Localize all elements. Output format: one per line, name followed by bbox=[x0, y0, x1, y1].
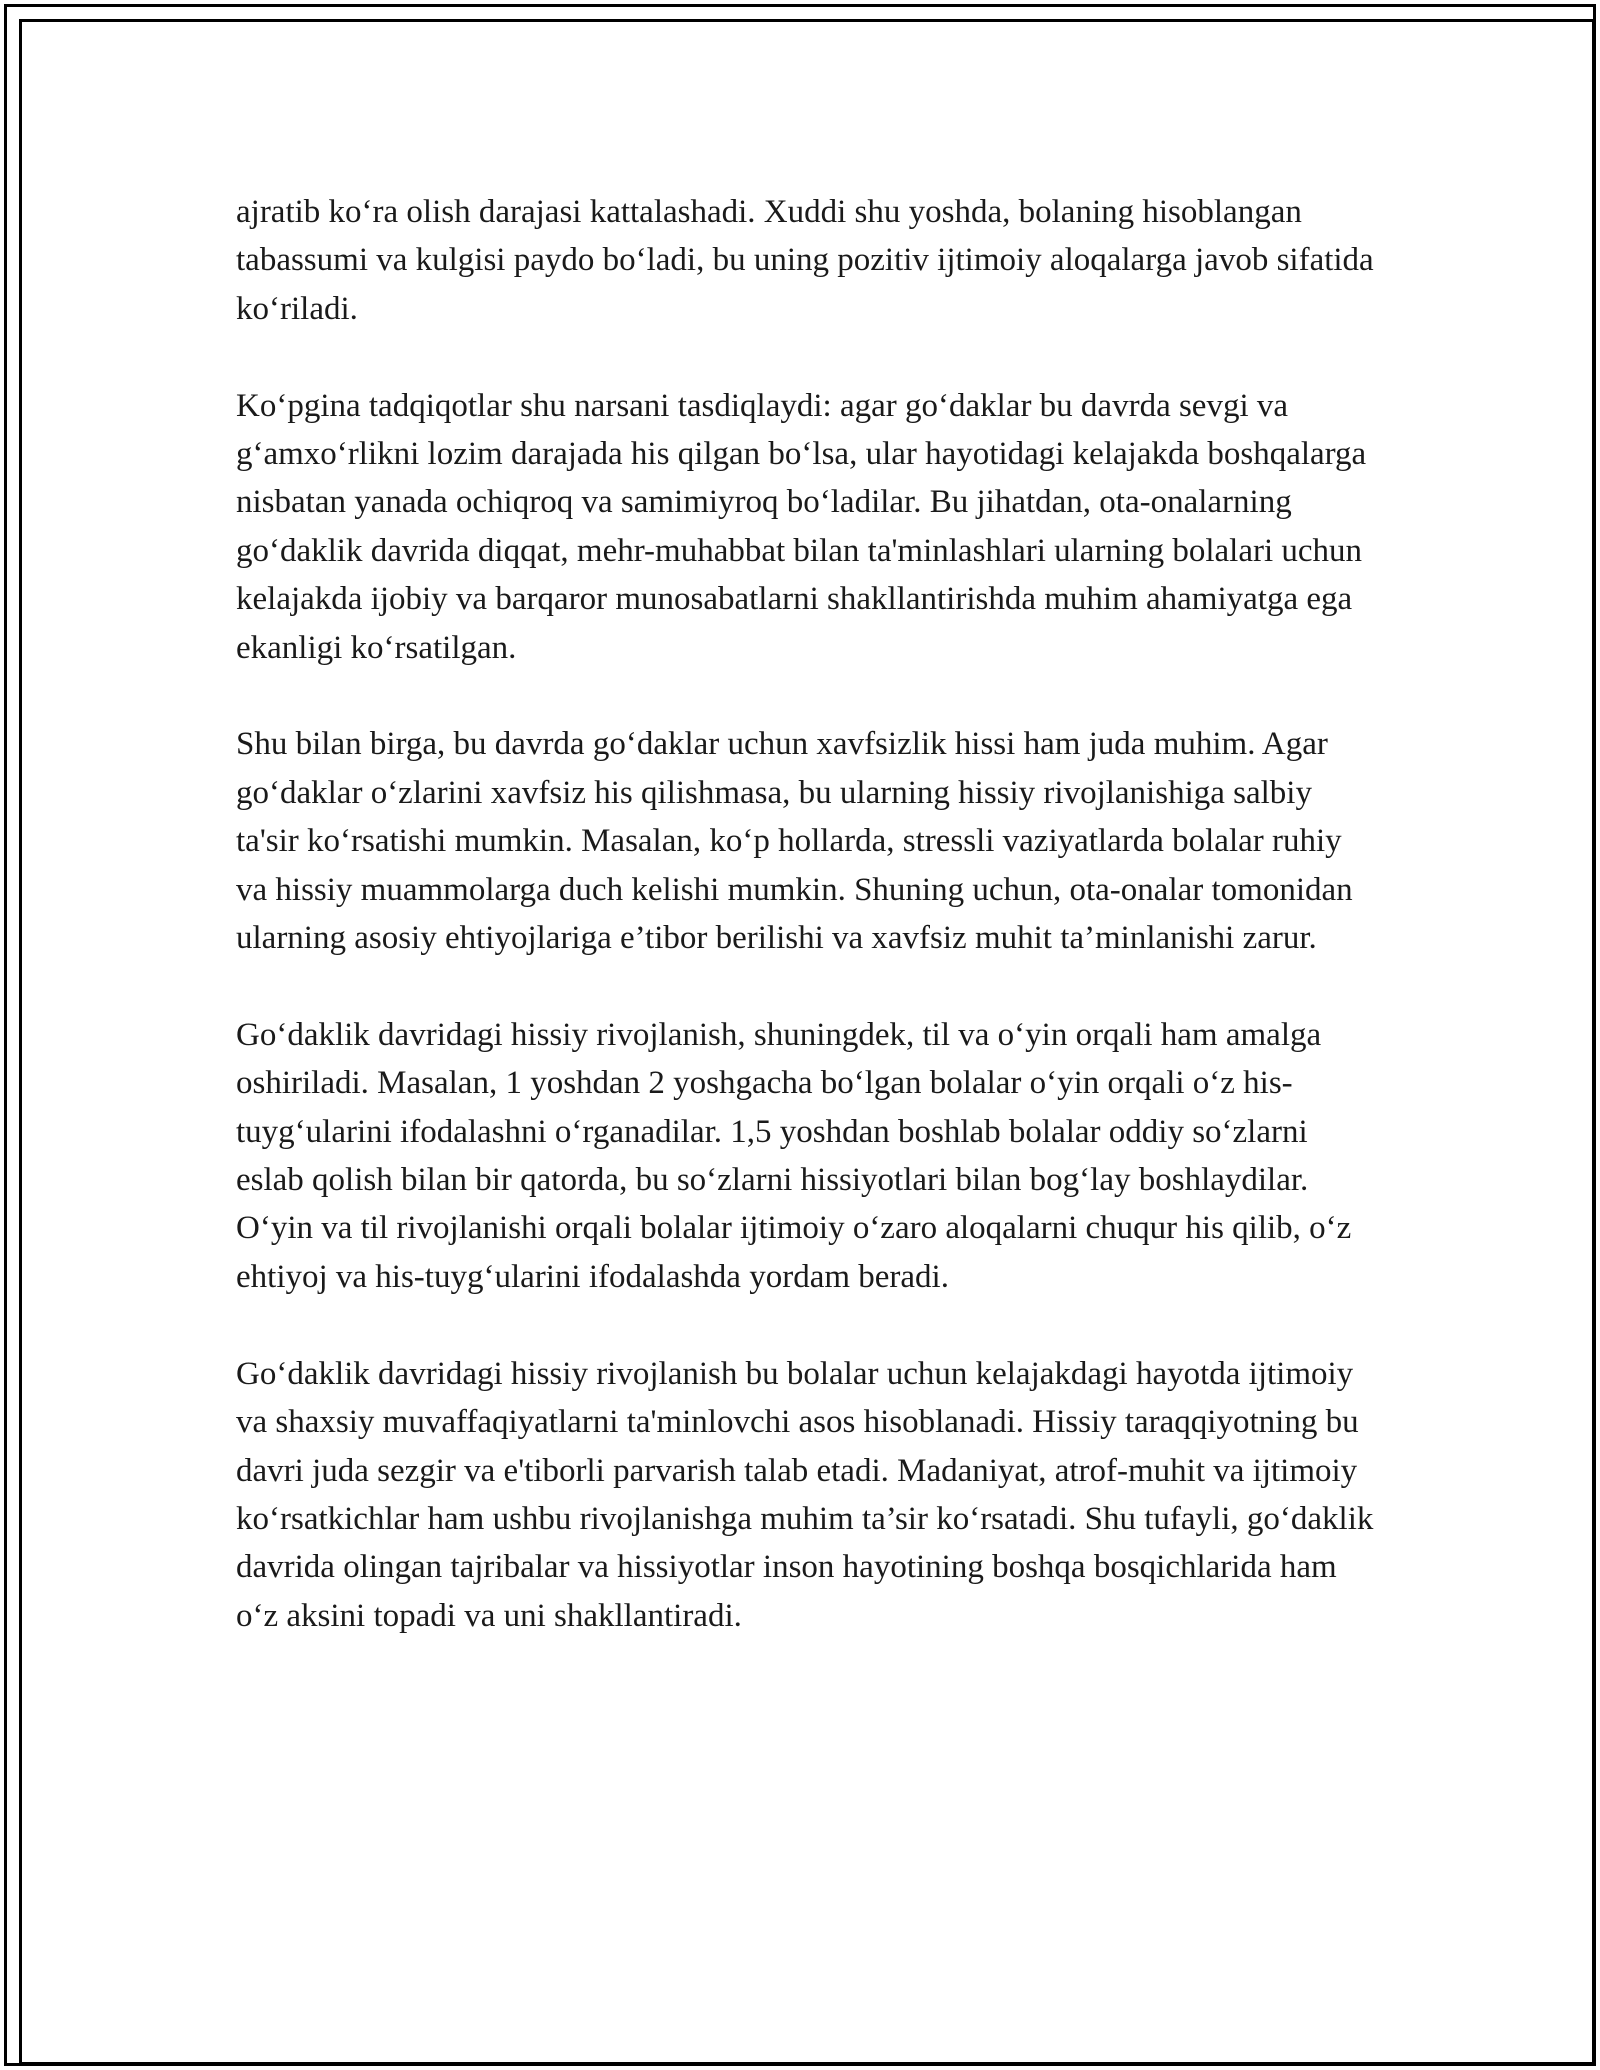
paragraph-1: ajratib ko‘ra olish darajasi kattalashadi. Xuddi shu yoshda, bolaning hisoblangan tabassumi va kulgisi paydo bo‘ladi, bu uning pozitiv ijtimoiy aloqalarga javob sifatida ko‘riladi. bbox=[236, 194, 1374, 327]
paragraph-3: Shu bilan birga, bu davrda go‘daklar uchun xavfsizlik hissi ham juda muhim. Agar go‘daklar o‘zlarini xavfsiz his qilishmasa, bu ularning hissiy rivojlanishiga salbiy ta'sir ko‘rsatishi mumkin. Masalan, ko‘p hollarda, stressli vaziyatlarda bolalar ruhiy va hissiy muammolarga duch kelishi mumkin. Shuning uchun, ota-onalar tomonidan ularning asosiy ehtiyojlariga e’tibor berilishi va xavfsiz muhit ta’minlanishi zarur. bbox=[236, 726, 1353, 957]
paragraph-5: Go‘daklik davridagi hissiy rivojlanish bu bolalar uchun kelajakdagi hayotda ijtimoiy va shaxsiy muvaffaqiyatlarni ta'minlovchi asos hisoblanadi. Hissiy taraqqiyotning bu davri juda sezgir va e'tiborli parvarish talab etadi. Madaniyat, atrof-muhit va ijtimoiy ko‘rsatkichlar ham ushbu rivojlanishga muhim ta’sir ko‘rsatadi. Shu tufayli, go‘daklik davrida olingan tajribalar va hissiyotlar inson hayotining boshqa bosqichlarida ham o‘z aksini topadi va uni shakllantiradi. bbox=[236, 1355, 1374, 1634]
paragraph-2: Ko‘pgina tadqiqotlar shu narsani tasdiqlaydi: agar go‘daklar bu davrda sevgi va g‘amxo‘rlikni lozim darajada his qilgan bo‘lsa, ular hayotidagi kelajakda boshqalarga nisbatan yanada ochiqroq va samimiyroq bo‘ladilar. Bu jihatdan, ota-onalarning go‘daklik davrida diqqat, mehr-muhabbat bilan ta'minlashlari ularning bolalari uchun kelajakda ijobiy va barqaror munosabatlarni shakllantirishda muhim ahamiyatga ega ekanligi ko‘rsatilgan. bbox=[236, 387, 1367, 666]
document-body bbox=[236, 188, 1376, 1640]
paragraph-4: Go‘daklik davridagi hissiy rivojlanish, shuningdek, til va o‘yin orqali ham amalga oshiriladi. Masalan, 1 yoshdan 2 yoshgacha bo‘lgan bolalar o‘yin orqali o‘z his-tuyg‘ularini ifodalashni o‘rganadilar. 1,5 yoshdan boshlab bolalar oddiy so‘zlarni eslab qolish bilan bir qatorda, bu so‘zlarni hissiyotlari bilan bog‘lay boshlaydilar. O‘yin va til rivojlanishi orqali bolalar ijtimoiy o‘zaro aloqalarni chuqur his qilib, o‘z ehtiyoj va his-tuyg‘ularini ifodalashda yordam beradi. bbox=[236, 1016, 1352, 1295]
